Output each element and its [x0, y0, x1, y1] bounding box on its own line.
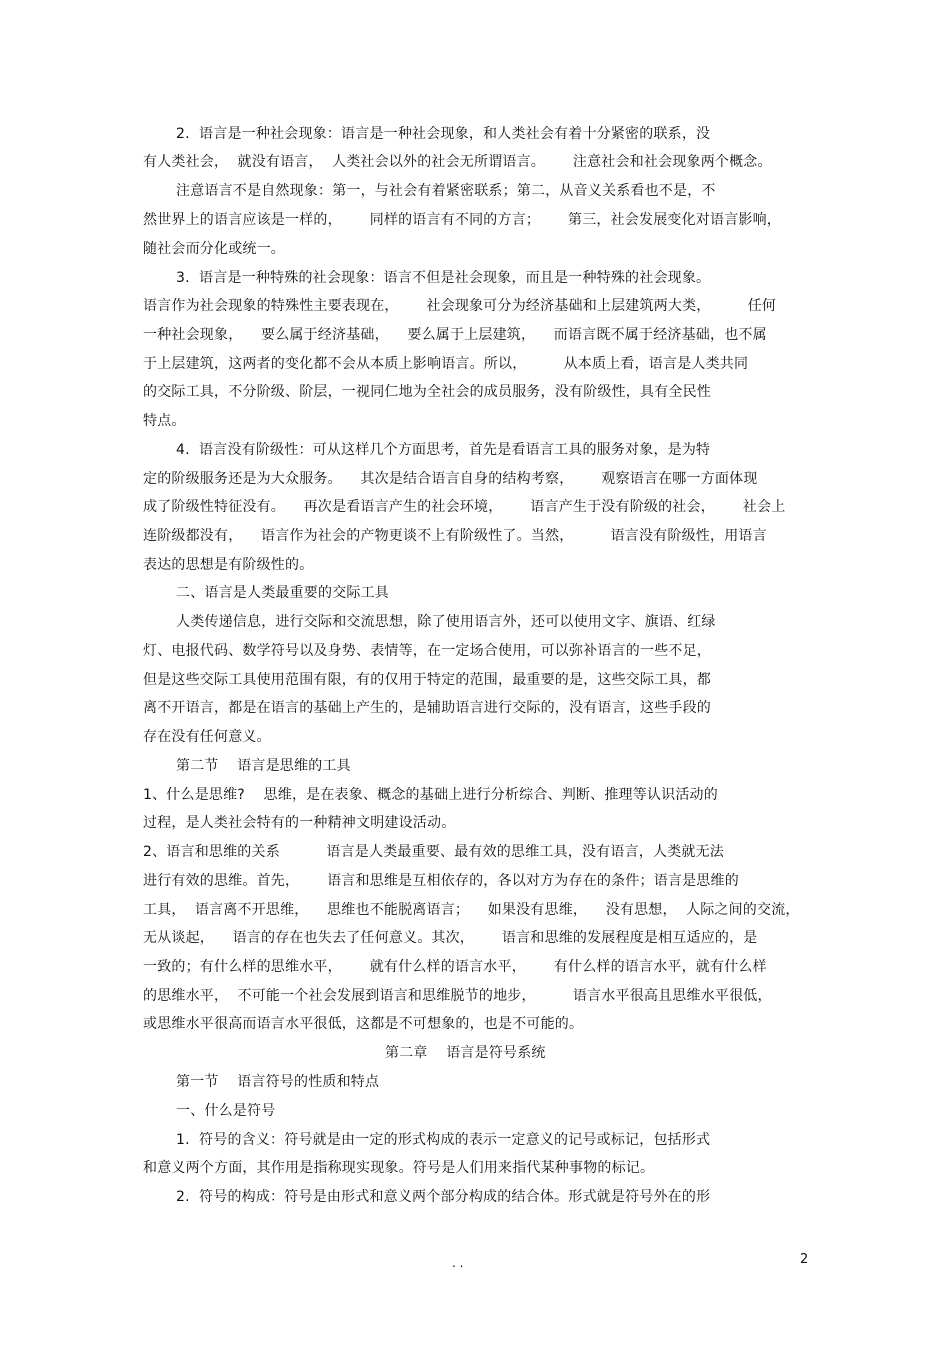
section-heading: 第二节 语言是思维的工具 — [176, 758, 351, 774]
text-line: 2. 符号的构成：符号是由形式和意义两个部分构成的结合体。形式就是符号外在的形 — [176, 1189, 711, 1205]
text-line: 一种社会现象， 要么属于经济基础， 要么属于上层建筑， 而语言既不属于经济基础，也不属 — [143, 327, 767, 343]
text-line: 的交际工具，不分阶级、阶层，一视同仁地为全社会的成员服务，没有阶级性，具有全民性 — [143, 384, 711, 400]
text-line: 然世界上的语言应该是一样的， 同样的语言有不同的方言； 第三，社会发展变化对语言影响， — [143, 212, 781, 228]
text-line: 但是这些交际工具使用范围有限，有的仅用于特定的范围，最重要的是，这些交际工具，都 — [143, 672, 711, 688]
text-line: 2、语言和思维的关系 语言是人类最重要、最有效的思维工具，没有语言，人类就无法 — [143, 844, 725, 860]
chapter-heading: 第二章 语言是符号系统 — [385, 1045, 546, 1061]
text-line: 成了阶级性特征没有。 再次是看语言产生的社会环境， 语言产生于没有阶级的社会， 社会上 — [143, 499, 786, 515]
text-line: 4. 语言没有阶级性：可从这样几个方面思考，首先是看语言工具的服务对象，是为特 — [176, 442, 711, 458]
text-line: 1、什么是思维? 思维，是在表象、概念的基础上进行分析综合、判断、推理等认识活动的 — [143, 787, 718, 803]
text-line: 表达的思想是有阶级性的。 — [143, 557, 314, 573]
text-line: 离不开语言，都是在语言的基础上产生的，是辅助语言进行交际的，没有语言，这些手段的 — [143, 700, 711, 716]
text-line: 灯、电报代码、数学符号以及身势、表情等，在一定场合使用，可以弥补语言的一些不足， — [143, 643, 711, 659]
text-line: 定的阶级服务还是为大众服务。 其次是结合语言自身的结构考察， 观察语言在哪一方面体现 — [143, 471, 758, 487]
section-heading: 一、什么是符号 — [176, 1103, 276, 1119]
text-line: 2. 语言是一种社会现象：语言是一种社会现象，和人类社会有着十分紧密的联系，没 — [176, 126, 711, 142]
text-line: 有人类社会， 就没有语言， 人类社会以外的社会无所谓语言。 注意社会和社会现象两个概念。 — [143, 154, 772, 170]
text-line: 无从谈起， 语言的存在也失去了任何意义。其次， 语言和思维的发展程度是相互适应的，是 — [143, 930, 758, 946]
text-line: 于上层建筑，这两者的变化都不会从本质上影响语言。所以， 从本质上看，语言是人类共同 — [143, 356, 749, 372]
footer-dots: . . — [452, 1256, 464, 1270]
text-line: 连阶级都没有， 语言作为社会的产物更谈不上有阶级性了。当然， 语言没有阶级性，用语言 — [143, 528, 767, 544]
text-line: 和意义两个方面，其作用是指称现实现象。符号是人们用来指代某种事物的标记。 — [143, 1160, 655, 1176]
text-line: 或思维水平很高而语言水平很低，这都是不可想象的，也是不可能的。 — [143, 1016, 584, 1032]
text-line: 1. 符号的含义：符号就是由一定的形式构成的表示一定意义的记号或标记，包括形式 — [176, 1132, 711, 1148]
text-line: 过程，是人类社会特有的一种精神文明建设活动。 — [143, 815, 456, 831]
text-line: 的思维水平， 不可能一个社会发展到语言和思维脱节的地步， 语言水平很高且思维水平很低， — [143, 988, 772, 1004]
section-heading: 二、语言是人类最重要的交际工具 — [176, 585, 389, 601]
section-heading: 第一节 语言符号的性质和特点 — [176, 1074, 380, 1090]
text-line: 一致的；有什么样的思维水平， 就有什么样的语言水平， 有什么样的语言水平，就有什么样 — [143, 959, 767, 975]
text-line: 特点。 — [143, 413, 186, 429]
text-line: 进行有效的思维。首先， 语言和思维是互相依存的，各以对方为存在的条件；语言是思维的 — [143, 873, 739, 889]
text-line: 3. 语言是一种特殊的社会现象：语言不但是社会现象，而且是一种特殊的社会现象。 — [176, 270, 711, 286]
text-line: 工具， 语言离不开思维， 思维也不能脱离语言； 如果没有思维， 没有思想， 人际之间的交流， — [143, 902, 800, 918]
text-line: 人类传递信息，进行交际和交流思想，除了使用语言外，还可以使用文字、旗语、红绿 — [176, 614, 716, 630]
text-line: 注意语言不是自然现象：第一，与社会有着紧密联系；第二，从音义关系看也不是，不 — [176, 183, 716, 199]
page-number: 2 — [800, 1252, 809, 1267]
text-line: 存在没有任何意义。 — [143, 729, 271, 745]
text-line: 语言作为社会现象的特殊性主要表现在， 社会现象可分为经济基础和上层建筑两大类， 任何 — [143, 298, 777, 314]
text-line: 随社会而分化或统一。 — [143, 241, 285, 257]
